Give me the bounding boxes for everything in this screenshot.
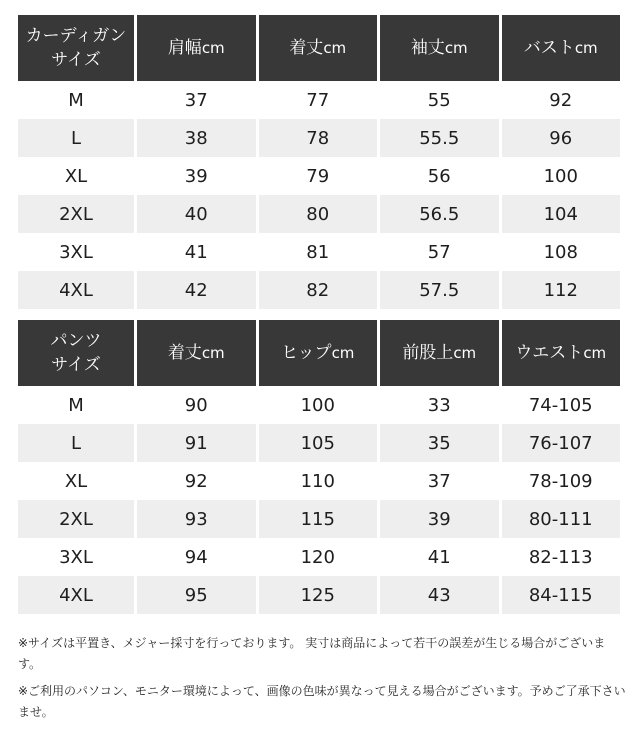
col-unit: cm <box>201 39 225 57</box>
col-name: 前股上 <box>402 343 454 363</box>
value-cell: 41 <box>427 546 451 568</box>
value-cell: 40 <box>137 195 256 233</box>
col-unit: cm <box>583 344 607 362</box>
value-cell: 37 <box>427 470 451 492</box>
pants-size-header-line2: サイズ <box>51 355 101 375</box>
pants-header-row <box>18 320 620 386</box>
pants-col-rise <box>380 320 499 386</box>
value-cell: 92 <box>549 89 573 111</box>
table-row <box>18 271 620 309</box>
value-cell: 80-111 <box>502 500 621 538</box>
col-name: 袖丈 <box>410 38 445 58</box>
value-cell: 96 <box>502 119 621 157</box>
table-row <box>18 538 620 576</box>
table-row <box>18 157 620 195</box>
value-cell: 79 <box>306 165 330 187</box>
size-cell: 4XL <box>18 271 134 309</box>
pants-size-header-line1: パンツ <box>50 331 102 351</box>
cardigan-col-bust <box>502 15 621 81</box>
size-cell: M <box>68 394 84 416</box>
col-unit: cm <box>331 344 355 362</box>
col-unit: cm <box>323 39 347 57</box>
value-cell: 104 <box>502 195 621 233</box>
size-cell: 2XL <box>18 195 134 233</box>
value-cell: 55 <box>427 89 451 111</box>
value-cell: 41 <box>184 241 208 263</box>
value-cell: 56 <box>427 165 451 187</box>
value-cell: 78-109 <box>528 470 593 492</box>
value-cell: 82-113 <box>528 546 593 568</box>
value-cell: 74-105 <box>528 394 593 416</box>
col-unit: cm <box>574 39 598 57</box>
col-name: ヒップ <box>281 343 332 363</box>
col-unit: cm <box>444 39 468 57</box>
value-cell: 100 <box>543 165 578 187</box>
cardigan-col-length <box>259 15 378 81</box>
value-cell: 38 <box>137 119 256 157</box>
size-cell: XL <box>64 165 88 187</box>
size-cell: 2XL <box>18 500 134 538</box>
color-note: ※ご利用のパソコン、モニター環境によって、画像の色味が異なって見える場合がございます。予めご了承下さいませ。 <box>18 684 626 719</box>
value-cell: 115 <box>259 500 378 538</box>
value-cell: 93 <box>137 500 256 538</box>
value-cell: 100 <box>300 394 335 416</box>
size-cell: 3XL <box>59 546 93 568</box>
table-row <box>18 462 620 500</box>
cardigan-col-sleeve <box>380 15 499 81</box>
value-cell: 76-107 <box>502 424 621 462</box>
value-cell: 94 <box>184 546 208 568</box>
col-name: 着丈 <box>167 343 202 363</box>
size-cell: M <box>68 89 84 111</box>
value-cell: 125 <box>259 576 378 614</box>
cardigan-size-header <box>18 15 134 81</box>
value-cell: 95 <box>137 576 256 614</box>
table-row <box>18 386 620 424</box>
value-cell: 120 <box>300 546 335 568</box>
size-cell: 3XL <box>59 241 93 263</box>
value-cell: 57.5 <box>380 271 499 309</box>
table-row <box>18 119 620 157</box>
value-cell: 84-115 <box>502 576 621 614</box>
col-name: バスト <box>523 38 575 58</box>
cardigan-size-table <box>15 15 623 309</box>
value-cell: 35 <box>380 424 499 462</box>
pants-col-waist <box>502 320 621 386</box>
col-unit: cm <box>201 344 225 362</box>
table-row <box>18 500 620 538</box>
pants-size-header <box>18 320 134 386</box>
col-name: 着丈 <box>289 38 324 58</box>
value-cell: 90 <box>184 394 208 416</box>
value-cell: 43 <box>380 576 499 614</box>
size-cell: XL <box>64 470 88 492</box>
table-row <box>18 81 620 119</box>
value-cell: 33 <box>427 394 451 416</box>
table-row <box>18 233 620 271</box>
size-cell: 4XL <box>18 576 134 614</box>
col-name: ウエスト <box>515 343 584 363</box>
pants-col-hip <box>259 320 378 386</box>
col-name: 肩幅 <box>167 38 202 58</box>
value-cell: 110 <box>300 470 335 492</box>
table-row <box>18 576 620 614</box>
value-cell: 91 <box>137 424 256 462</box>
cardigan-header-row <box>18 15 620 81</box>
value-cell: 105 <box>259 424 378 462</box>
value-cell: 80 <box>259 195 378 233</box>
value-cell: 55.5 <box>380 119 499 157</box>
value-cell: 39 <box>380 500 499 538</box>
measurement-note: ※サイズは平置き、メジャー採寸を行っております。 実寸は商品によって若干の誤差が生じる場合がございます。 <box>18 636 606 671</box>
value-cell: 37 <box>184 89 208 111</box>
size-cell: L <box>18 424 134 462</box>
cardigan-size-header-line2: サイズ <box>51 50 101 70</box>
table-row <box>18 424 620 462</box>
value-cell: 57 <box>427 241 451 263</box>
value-cell: 92 <box>184 470 208 492</box>
value-cell: 77 <box>306 89 330 111</box>
cardigan-col-shoulder <box>137 15 256 81</box>
pants-size-table <box>15 320 623 614</box>
value-cell: 81 <box>306 241 330 263</box>
value-cell: 78 <box>259 119 378 157</box>
col-unit: cm <box>453 344 477 362</box>
cardigan-size-header-line1: カーディガン <box>25 26 127 46</box>
value-cell: 108 <box>543 241 578 263</box>
value-cell: 112 <box>502 271 621 309</box>
pants-col-length <box>137 320 256 386</box>
value-cell: 56.5 <box>380 195 499 233</box>
value-cell: 82 <box>259 271 378 309</box>
table-row <box>18 195 620 233</box>
value-cell: 42 <box>137 271 256 309</box>
value-cell: 39 <box>184 165 208 187</box>
size-cell: L <box>18 119 134 157</box>
